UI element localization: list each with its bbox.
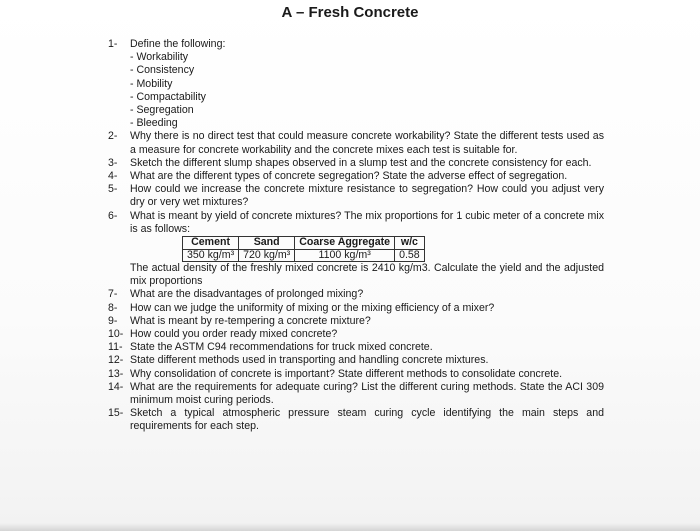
list-item xyxy=(108,341,604,354)
list-item xyxy=(108,315,604,328)
table-cell: 720 kg/m³ xyxy=(239,249,295,262)
page-title: A – Fresh Concrete xyxy=(281,4,419,21)
sub-item: - Segregation xyxy=(130,104,194,117)
item-text: How can we judge the uniformity of mixing or the mixing efficiency of a mixer? xyxy=(130,301,495,314)
item-text: Sketch the different slump shapes observed in a slump test and the concrete consistency for each. xyxy=(130,156,592,169)
list-item xyxy=(108,368,604,381)
table-cell: 350 kg/m³ xyxy=(183,249,239,262)
item-number: 11- xyxy=(108,341,123,354)
table-header-cell: Sand xyxy=(239,237,295,250)
sub-item: - Mobility xyxy=(130,77,173,90)
item-text: What are the requirements for adequate curing? List the different curing methods. State the ACI 309 minimum moist curing periods. xyxy=(130,380,604,407)
item-number: 15- xyxy=(108,407,124,420)
question-list xyxy=(108,38,604,434)
list-item xyxy=(108,328,604,341)
item-number: 13- xyxy=(108,367,124,380)
item-text: Sketch a typical atmospheric pressure steam curing cycle identifying the main steps and requirements for each step. xyxy=(130,407,604,433)
list-item xyxy=(108,183,604,209)
sub-item: - Bleeding xyxy=(130,117,178,130)
item-number: 9- xyxy=(108,314,118,327)
item-text: Define the following: xyxy=(130,38,226,50)
item-text: What is meant by yield of concrete mixtures? The mix proportions for 1 cubic meter of a concrete mix is as follows: xyxy=(130,209,604,235)
item-number: 10- xyxy=(108,328,124,341)
item-followup-text: The actual density of the freshly mixed concrete is 2410 kg/m3. Calculate the yield and the adjusted mix proportions xyxy=(130,262,604,288)
item-text: What are the disadvantages of prolonged mixing? xyxy=(130,288,364,301)
list-item xyxy=(108,38,604,130)
item-text: State different methods used in transporting and handling concrete mixtures. xyxy=(130,354,489,367)
item-text: Why there is no direct test that could measure concrete workability? State the different tests used as a measure for concrete workability and the concrete mixes each test is suitable for. xyxy=(130,130,604,156)
page-edge-shadow xyxy=(0,523,700,531)
mix-proportions-table xyxy=(182,236,425,262)
item-number: 14- xyxy=(108,380,124,393)
item-number: 6- xyxy=(108,209,118,222)
item-text: How could we increase the concrete mixture resistance to segregation? How could you adjust very dry or very wet mixtures? xyxy=(130,183,604,209)
item-text: What is meant by re-tempering a concrete mixture? xyxy=(130,314,371,327)
item-text: How could you order ready mixed concrete? xyxy=(130,328,338,341)
sub-item: - Compactability xyxy=(130,90,206,103)
item-number: 5- xyxy=(108,183,118,196)
table-header-cell: Cement xyxy=(183,237,239,250)
list-item xyxy=(108,407,604,433)
table-row xyxy=(183,249,425,262)
item-text: State the ASTM C94 recommendations for truck mixed concrete. xyxy=(130,341,433,354)
table-cell: 0.58 xyxy=(395,249,425,262)
item-text: Why consolidation of concrete is important? State different methods to consolidate concrete. xyxy=(130,367,563,380)
table-cell: 1100 kg/m³ xyxy=(295,249,395,262)
list-item xyxy=(108,302,604,315)
list-item xyxy=(108,381,604,407)
item-number: 8- xyxy=(108,301,118,314)
list-item xyxy=(108,157,604,170)
item-number: 1- xyxy=(108,38,118,50)
list-item xyxy=(108,170,604,183)
sub-item: - Consistency xyxy=(130,64,195,77)
item-number: 12- xyxy=(108,354,124,367)
item-number: 2- xyxy=(108,130,118,143)
list-item xyxy=(108,210,604,289)
list-item xyxy=(108,288,604,301)
sub-item: - Workability xyxy=(130,51,189,64)
item-number: 3- xyxy=(108,156,118,169)
table-header-row xyxy=(183,237,425,250)
item-number: 7- xyxy=(108,288,118,301)
table-header-cell: w/c xyxy=(395,237,425,250)
table-header-cell: Coarse Aggregate xyxy=(295,237,395,250)
item-text: What are the different types of concrete segregation? State the adverse effect of segregation. xyxy=(130,170,568,183)
item-number: 4- xyxy=(108,170,118,183)
list-item xyxy=(108,354,604,367)
list-item xyxy=(108,130,604,156)
